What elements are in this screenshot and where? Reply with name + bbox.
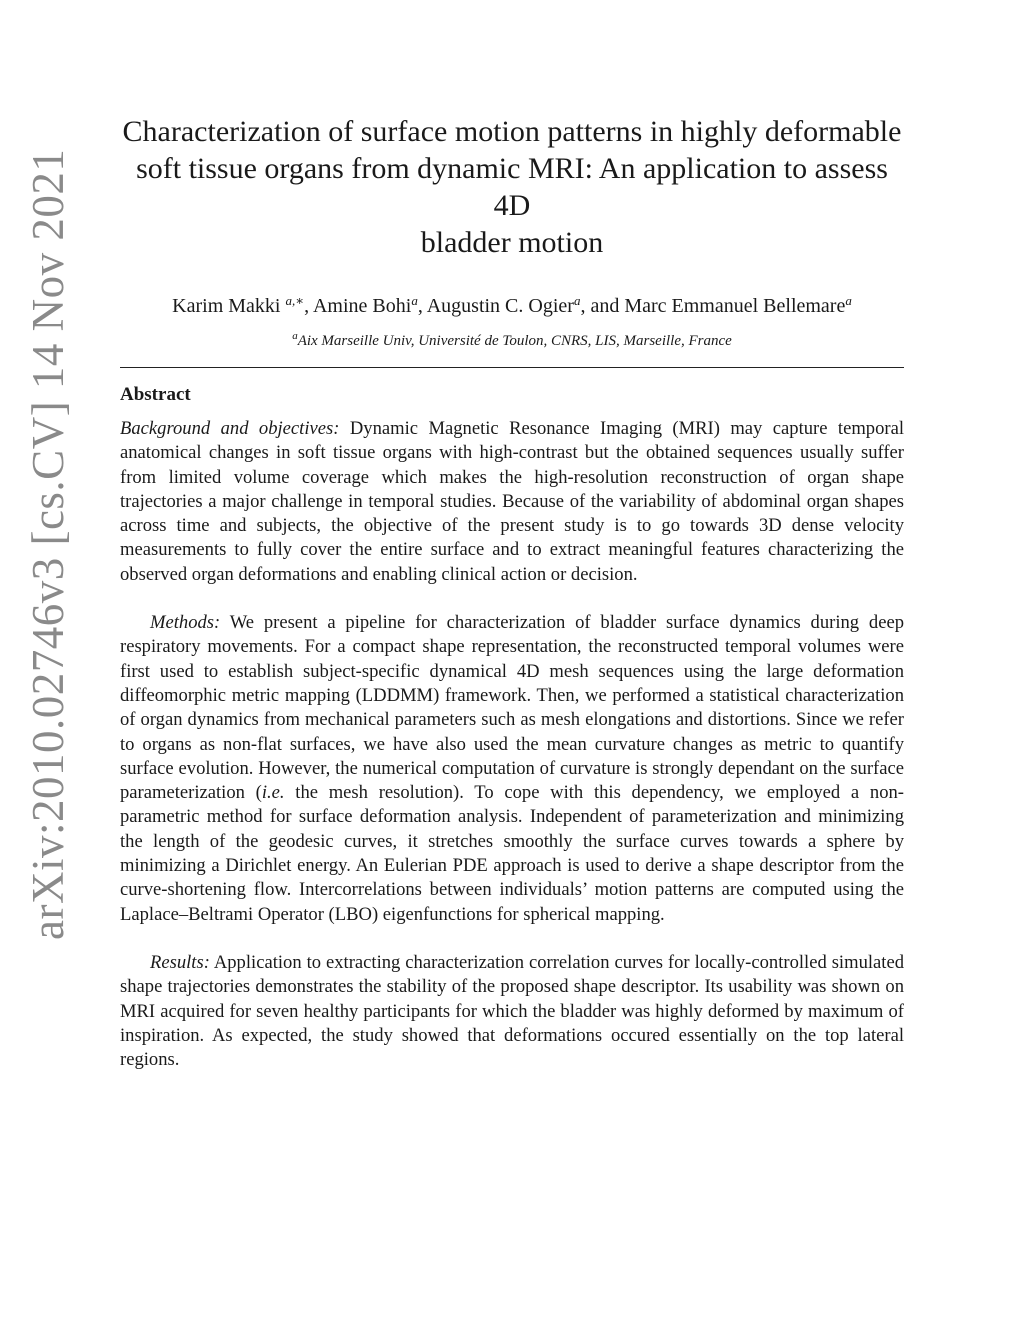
abstract-background-paragraph bbox=[120, 417, 904, 587]
abstract-heading: Abstract bbox=[120, 384, 191, 405]
paper-header bbox=[120, 113, 904, 351]
author-affiliation-mark: a,∗ bbox=[285, 293, 305, 308]
affiliation-mark: a bbox=[292, 330, 298, 342]
affiliation bbox=[120, 331, 904, 351]
paper-title bbox=[120, 113, 904, 261]
paragraph-italic-ie: i.e. bbox=[261, 782, 285, 804]
author-affiliation-mark: a bbox=[573, 293, 581, 308]
author-name: Karim Makki bbox=[172, 295, 286, 317]
author-separator: , bbox=[304, 295, 313, 317]
abstract-methods-paragraph bbox=[120, 611, 904, 927]
horizontal-rule bbox=[120, 367, 904, 368]
author-separator: , and bbox=[580, 295, 625, 317]
author-list bbox=[120, 293, 904, 319]
author-name: Marc Emmanuel Bellemare bbox=[624, 295, 846, 317]
paragraph-text: We present a pipeline for characterization of bladder surface dynamics during deep respiratory movements. For a compact shape representation, the reconstructed temporal volumes were first used to establish subject-specific dynamical 4D mesh sequences using the large deformation diffeomorphic metric mapping (LDDMM) framework. Then, we performed a statistical characterization of organ dynamics from mechanical parameters such as mesh elongations and distortions. Since we refer to organs as non-flat surfaces, we have also used the mean curvature changes as metric to quantify surface evolution. However, the numerical computation of curvature is strongly dependant on the surface parameterization ( bbox=[120, 612, 904, 804]
paragraph-lead: Background and objectives: bbox=[120, 418, 340, 439]
arxiv-identifier: arXiv:2010.02746v3 [cs.CV] 14 Nov 2021 bbox=[23, 148, 73, 940]
title-line: soft tissue organs from dynamic MRI: An application to assess 4D bbox=[136, 152, 888, 222]
paragraph-text: Application to extracting characterization correlation curves for locally-controlled simulated shape trajectories demonstrates the stability of the proposed shape descriptor. Its usability was shown on MRI acquired for seven healthy participants for which the bladder was highly deformed by maximum of inspiration. As expected, the study showed that deformations occured essentially on the top lateral regions. bbox=[120, 951, 904, 1071]
title-line: Characterization of surface motion patterns in highly deformable bbox=[122, 115, 902, 148]
author-name: Amine Bohi bbox=[312, 295, 412, 317]
affiliation-text: Aix Marseille Univ, Université de Toulon, CNRS, LIS, Marseille, France bbox=[297, 333, 732, 349]
abstract-section bbox=[120, 383, 904, 1096]
abstract-results-paragraph bbox=[120, 951, 904, 1072]
paragraph-lead: Methods: bbox=[150, 612, 221, 634]
paragraph-lead: Results: bbox=[150, 951, 210, 973]
author-name: Augustin C. Ogier bbox=[426, 295, 574, 317]
paragraph-text: the mesh resolution). To cope with this dependency, we employed a non-parametric method for surface deformation analysis. Independent of parameterization and minimizing the length of the geodesic curves, it stretches smoothly the surface curves towards a sphere by minimizing a Dirichlet energy. An Eulerian PDE approach is used to derive a shape descriptor from the curve-shortening flow. Intercorrelations between individuals’ motion patterns are computed using the Laplace–Beltrami Operator (LBO) eigenfunctions for spherical mapping. bbox=[120, 782, 904, 925]
paragraph-text: Dynamic Magnetic Resonance Imaging (MRI) may capture temporal anatomical changes in soft tissue organs with high-contrast but the obtained sequences usually suffer from limited volume coverage which makes the high-resolution reconstruction of organ shape trajectories a major challenge in temporal studies. Because of the variability of abdominal organ shapes across time and subjects, the objective of the present study is to go towards 3D dense velocity measurements to fully cover the entire surface and to extract meaningful features characterizing the observed organ deformations and enabling clinical action or decision. bbox=[120, 418, 904, 585]
author-separator: , bbox=[417, 295, 427, 317]
author-affiliation-mark: a bbox=[845, 293, 852, 308]
title-line: bladder motion bbox=[420, 226, 604, 259]
author-affiliation-mark: a bbox=[411, 293, 418, 308]
